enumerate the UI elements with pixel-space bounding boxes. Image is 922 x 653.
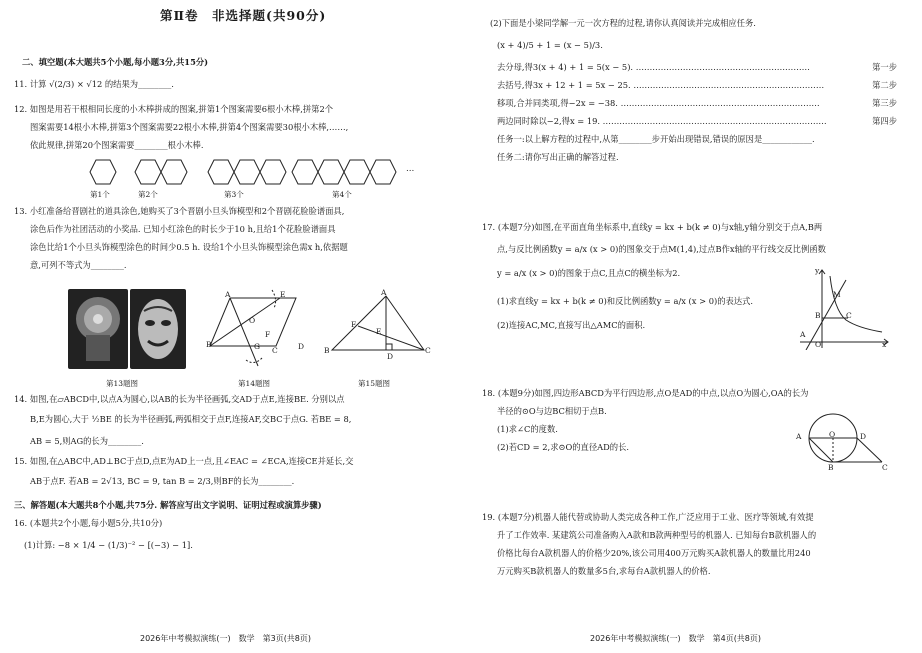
figure-14-caption: 第14题图 xyxy=(238,379,271,388)
figure-12-hexagon-patterns xyxy=(80,152,420,192)
figure-12-ellipsis: … xyxy=(406,163,415,173)
question-19-line1: 19. (本题7分)机器人能代替或协助人类完成各种工作,广泛应用于工业、医疗等领域,有效提 xyxy=(482,512,814,522)
page-footer-right: 2026年中考模拟演练(一) 数学 第4页(共8页) xyxy=(590,634,762,643)
task-one: 任务一:以上解方程的过程中,从第________步开始出现错误,错误的原因是____________. xyxy=(497,134,815,144)
question-15-line1: 15. 如图,在△ABC中,AD⊥BC于点D,点E为AD上一点,且∠EAC = ∠ECA,连接CE并延长,交 xyxy=(14,456,354,466)
figure-18-circle-parallelogram xyxy=(800,410,894,476)
fig17-point-a: A xyxy=(800,330,806,339)
question-13-line4: 意,可列不等式为________. xyxy=(30,260,127,270)
question-12-line2: 图案需要14根小木棒,拼第3个图案需要22根小木棒,拼第4个图案需要30根小木棒,……, xyxy=(30,122,349,132)
question-13-line2: 涂色后作为社团活动的小奖品. 已知小红涂色的时长少于10 h,且给1个花脸脸谱面具 xyxy=(30,224,336,234)
question-17-part2: (2)连接AC,MC,直接写出△AMC的面积. xyxy=(497,320,646,330)
question-16-heading: 16. (本题共2个小题,每小题5分,共10分) xyxy=(14,518,163,528)
figure-14-parallelogram xyxy=(200,286,310,378)
headdress-image xyxy=(68,289,128,369)
fig18-point-c: C xyxy=(882,463,888,472)
fig18-point-b: B xyxy=(828,463,834,472)
figure-12-label-4: 第4个 xyxy=(332,190,352,199)
step-1-text: 去分母,得3(x + 4) + 1 = 5(x − 5). ……………………………………………………… xyxy=(497,62,810,72)
fig14-point-d: D xyxy=(298,342,305,351)
fig18-point-a: A xyxy=(796,432,802,441)
question-18-part2: (2)若CD = 2,求⊙O的直径AD的长. xyxy=(497,442,630,452)
step-3-text: 移项,合并同类项,得−2x = −38. ……………………………………………………………… xyxy=(497,98,820,108)
fig15-point-a: A xyxy=(381,288,387,297)
fig15-point-d: D xyxy=(387,352,394,361)
question-19-line3: 价格比每台A款机器人的价格少20%,该公司用400万元购买A款机器人的数量比用240 xyxy=(497,548,811,558)
question-18-part1: (1)求∠C的度数. xyxy=(497,424,558,434)
question-18-line1: 18. (本题9分)如图,四边形ABCD为平行四边形,点O是AD的中点,以点O为圆心,OA的长为 xyxy=(482,388,809,398)
question-17-line2: 点,与反比例函数y = a/x (x > 0)的图象交于点M(1,4),过点B作x轴的平行线交反比例函数 xyxy=(497,244,826,254)
figure-12-label-1: 第1个 xyxy=(90,190,110,199)
question-19-line4: 万元购买B款机器人的数量多5台,求每台A款机器人的价格. xyxy=(497,566,711,576)
fig14-point-o: O xyxy=(249,316,256,325)
step-2-label: 第二步 xyxy=(872,80,897,90)
question-16-part2: (2)下面是小梁同学解一元一次方程的过程,请你认真阅读并完成相应任务. xyxy=(490,18,756,28)
question-12-line1: 12. 如图是用若干根相同长度的小木棒拼成的图案,拼第1个图案需要6根小木棒,拼第2个 xyxy=(14,104,334,114)
fig15-point-f: F xyxy=(351,320,357,329)
section-fill-blank-heading: 二、填空题(本大题共5个小题,每小题3分,共15分) xyxy=(22,57,209,67)
page-footer-left: 2026年中考模拟演练(一) 数学 第3页(共8页) xyxy=(140,634,312,643)
step-4-label: 第四步 xyxy=(872,116,897,126)
fig14-point-e: E xyxy=(280,290,286,299)
step-2-text: 去括号,得3x + 12 + 1 = 5x − 25. …………………………………………………………… xyxy=(497,80,825,90)
question-17-line1: 17. (本题7分)如图,在平面直角坐标系中,直线y = kx + b(k ≠ 0)与x轴,y轴分别交于点A,B两 xyxy=(482,222,823,232)
fig17-point-b: B xyxy=(815,311,821,320)
section-answer-heading: 三、解答题(本大题共8个小题,共75分. 解答应写出文字说明、证明过程或演算步骤) xyxy=(14,500,322,510)
fig14-point-b: B xyxy=(206,340,212,349)
figure-13-headdress-photo xyxy=(68,289,128,369)
question-18-line2: 半径的⊙O与边BC相切于点B. xyxy=(497,406,607,416)
fig17-point-o: O xyxy=(815,340,822,349)
fig14-point-f: F xyxy=(265,330,271,339)
question-13-line1: 13. 小红准备给晋剧社的道具涂色,她购买了3个晋剧小旦头饰模型和2个晋剧花脸脸谱面具, xyxy=(14,206,345,216)
fig14-point-g: G xyxy=(254,342,260,351)
question-14-line2: B,E为圆心,大于 ½BE 的长为半径画弧,两弧相交于点F,连接AF,交BC于点G. 若BE = 8, xyxy=(30,414,352,424)
fig17-point-c: C xyxy=(846,311,852,320)
fig17-label-x: x xyxy=(882,340,887,349)
fig15-point-e: E xyxy=(376,327,382,336)
figure-15-caption: 第15题图 xyxy=(358,379,391,388)
figure-13-caption: 第13题图 xyxy=(106,379,139,388)
step-row-1 xyxy=(497,62,897,73)
question-16-part1: (1)计算: −8 × 1/4 − (1/3)⁻² − [(−3) − 1]. xyxy=(24,540,193,550)
question-14-line1: 14. 如图,在▱ABCD中,以点A为圆心,以AB的长为半径画弧,交AD于点E,连接BE. 分别以点 xyxy=(14,394,345,404)
figure-12-label-2: 第2个 xyxy=(138,190,158,199)
figure-15-triangle xyxy=(320,290,432,362)
fig15-point-b: B xyxy=(324,346,330,355)
figure-17-coordinate-plane xyxy=(796,266,892,350)
fig17-point-m: M xyxy=(833,290,841,299)
question-11: 11. 计算 √(2/3) × √12 的结果为________. xyxy=(14,79,174,89)
question-13-line3: 涂色比给1个小旦头饰模型涂色的时间少0.5 h. 设给1个小旦头饰模型涂色需x h,依据题 xyxy=(30,242,348,252)
step-row-4 xyxy=(497,116,897,127)
task-two: 任务二:请你写出正确的解答过程. xyxy=(497,152,619,162)
step-row-3 xyxy=(497,98,897,109)
fig14-point-a: A xyxy=(225,290,231,299)
equation: (x + 4)/5 + 1 = (x − 5)/3. xyxy=(497,40,603,50)
fig17-label-y: y xyxy=(815,266,820,275)
step-1-label: 第一步 xyxy=(872,62,897,72)
question-17-line3: y = a/x (x > 0)的图象于点C,且点C的横坐标为2. xyxy=(497,268,681,278)
figure-13-mask-photo xyxy=(130,289,186,369)
step-4-text: 两边同时除以−2,得x = 19. ……………………………………………………………………… xyxy=(497,116,827,126)
question-19-line2: 升了工作效率. 某建筑公司准备购入A款和B款两种型号的机器人. 已知每台B款机器人的 xyxy=(497,530,817,540)
opera-mask-image xyxy=(130,289,186,369)
page-title: 第Ⅱ卷 非选择题(共90分) xyxy=(160,8,327,23)
step-3-label: 第三步 xyxy=(872,98,897,108)
question-14-line3: AB = 5,则AG的长为________. xyxy=(30,436,144,446)
fig14-point-c: C xyxy=(272,346,278,355)
fig15-point-c: C xyxy=(425,346,431,355)
step-row-2 xyxy=(497,80,897,91)
question-17-part1: (1)求直线y = kx + b(k ≠ 0)和反比例函数y = a/x (x > 0)的表达式. xyxy=(497,296,754,306)
fig18-point-o: O xyxy=(829,430,836,439)
question-12-line3: 依此规律,拼第20个图案需要________根小木棒. xyxy=(30,140,204,150)
fig18-point-d: D xyxy=(860,432,867,441)
figure-12-label-3: 第3个 xyxy=(224,190,244,199)
question-15-line2: AB于点F. 若AB = 2√13, BC = 9, tan B = 2/3,则BF的长为________. xyxy=(30,476,295,486)
